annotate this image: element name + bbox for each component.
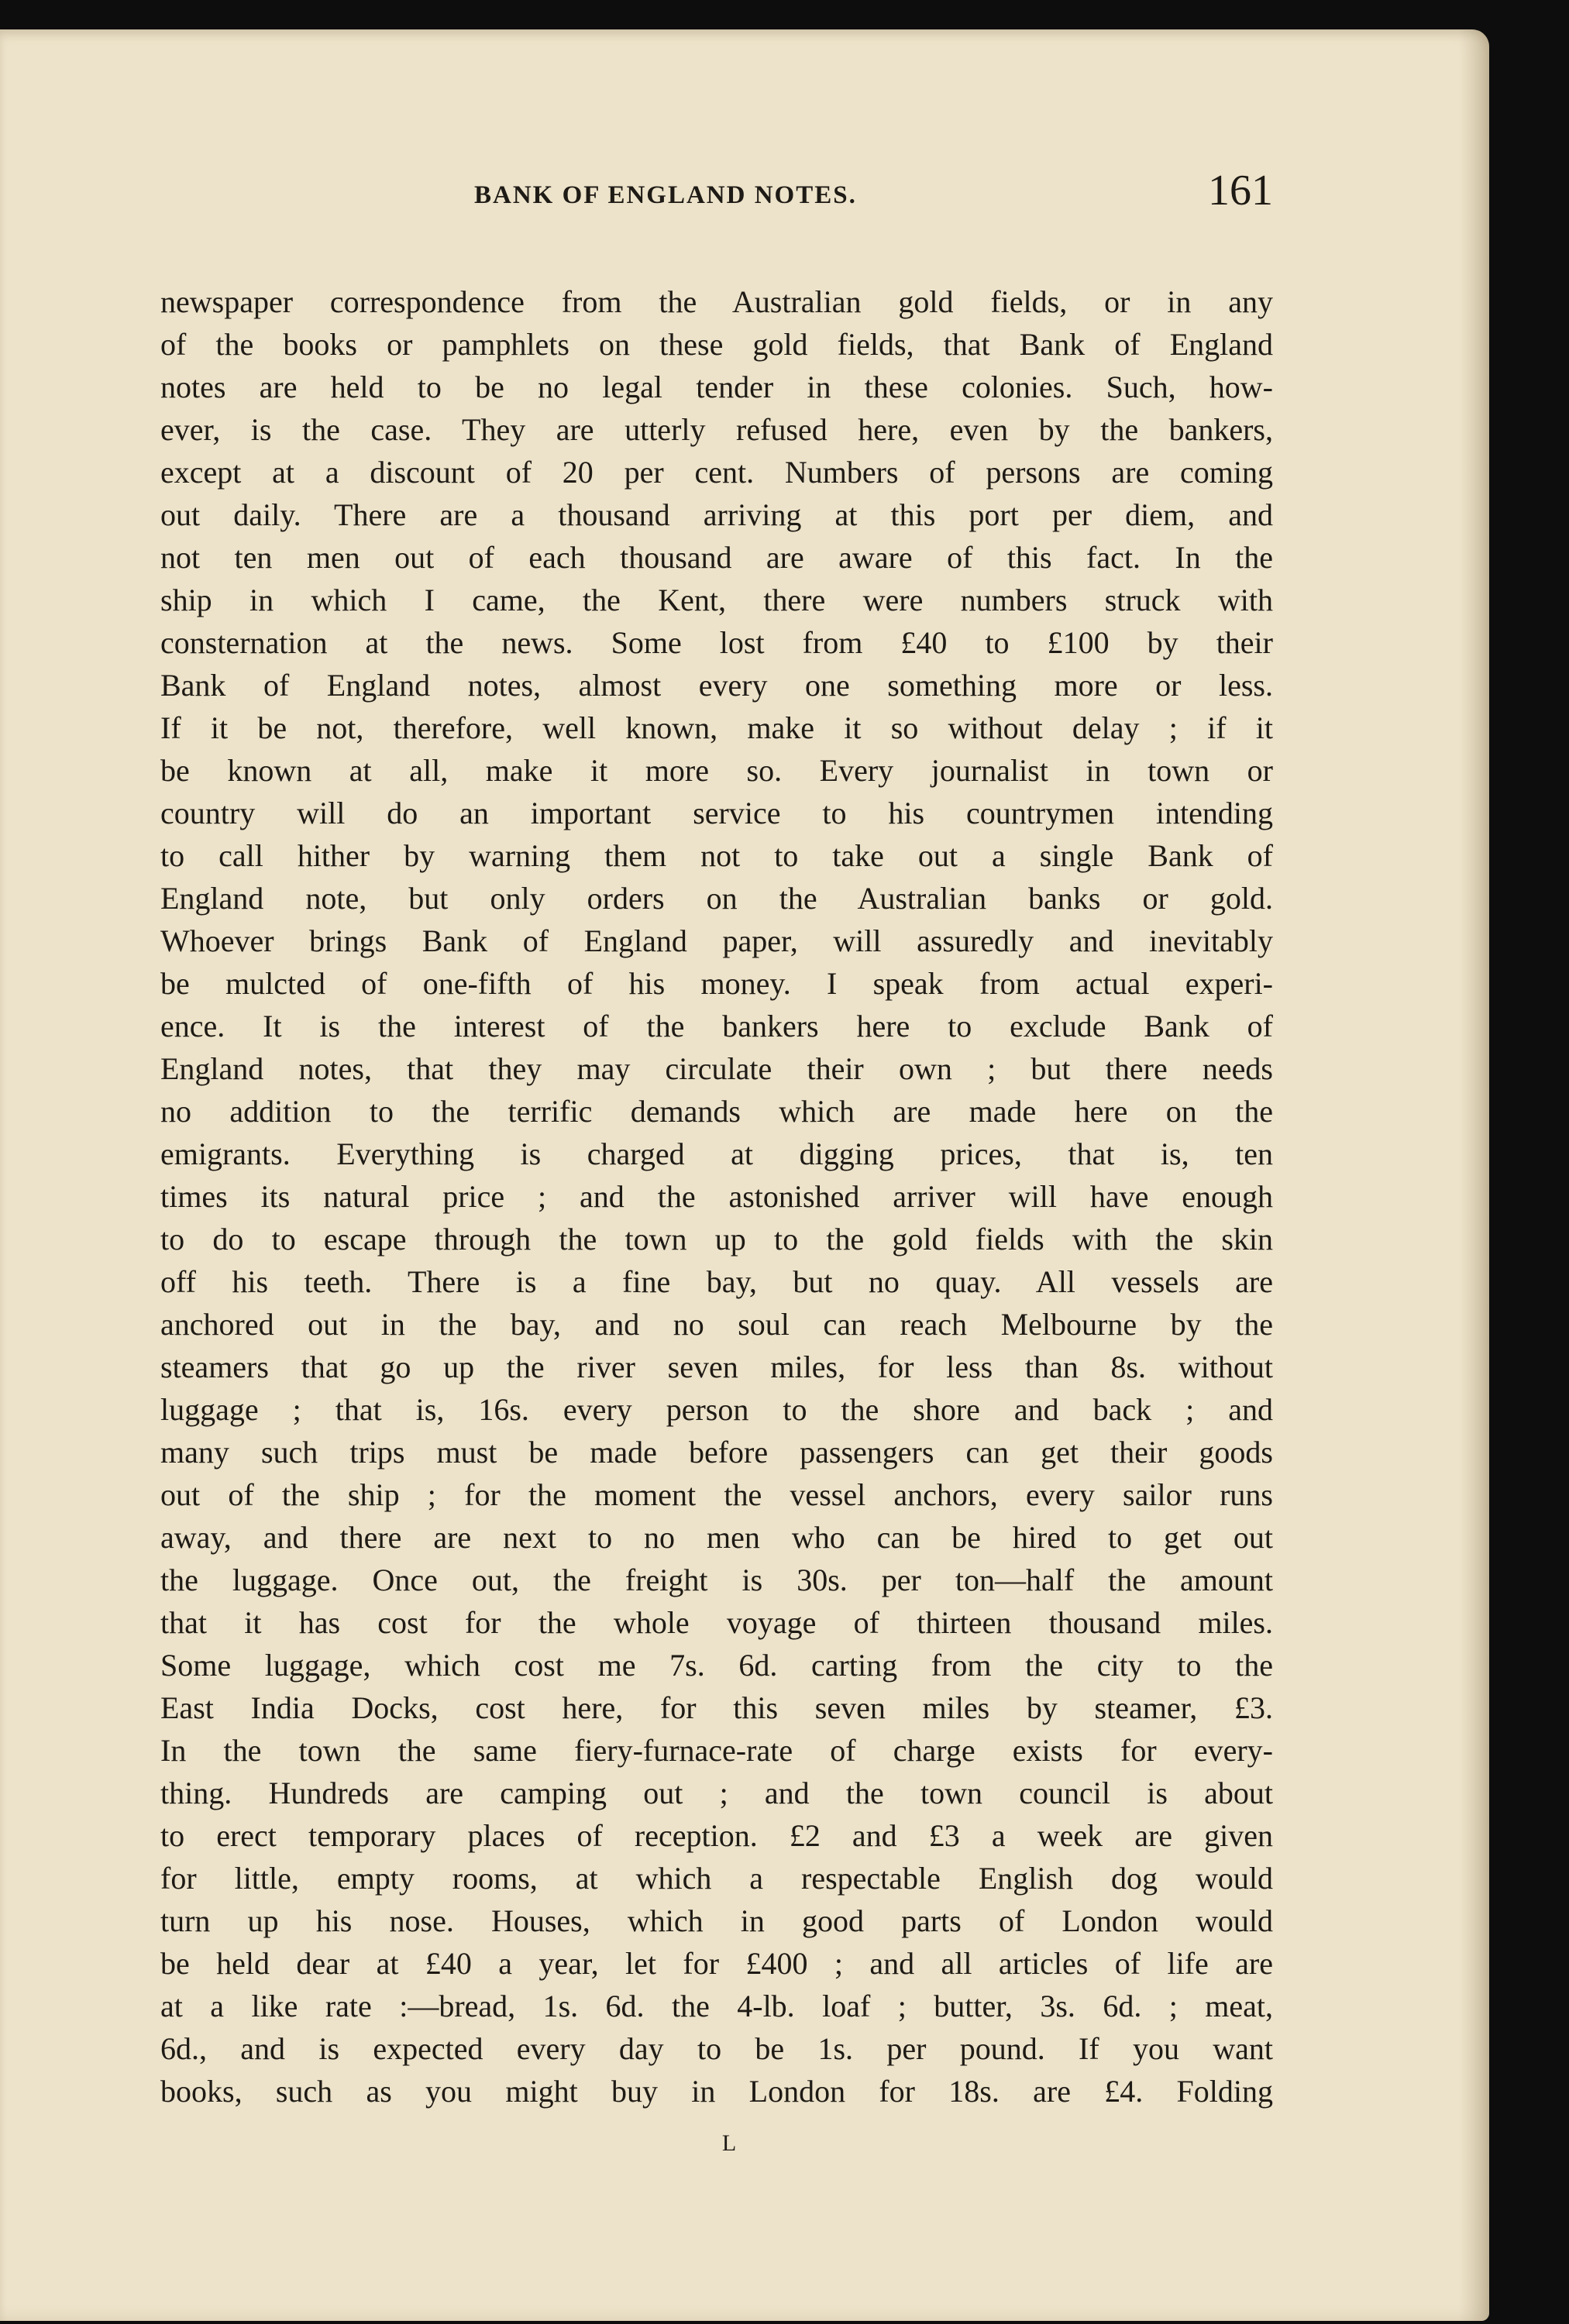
text-line: except at a discount of 20 per cent. Numbers of persons are coming (160, 455, 1273, 490)
text-line: of the books or pamphlets on these gold fields, that Bank of England (160, 327, 1273, 362)
text-line: the luggage. Once out, the freight is 30s. per ton—half the amount (160, 1563, 1273, 1597)
text-line: times its natural price ; and the astonished arriver will have enough (160, 1179, 1273, 1214)
text-line: not ten men out of each thousand are aware of this fact. In the (160, 540, 1273, 575)
text-line: no addition to the terrific demands which are made here on the (160, 1094, 1273, 1129)
text-line: ence. It is the interest of the bankers here to exclude Bank of (160, 1009, 1273, 1043)
text-line: turn up his nose. Houses, which in good parts of London would (160, 1903, 1273, 1938)
text-line: newspaper correspondence from the Australian gold fields, or in any (160, 284, 1273, 319)
running-head (160, 160, 1273, 222)
text-line: ever, is the case. They are utterly refused here, even by the bankers, (160, 412, 1273, 447)
text-line: books, such as you might buy in London for 18s. are £4. Folding (160, 2074, 1273, 2109)
book-page (0, 29, 1489, 2321)
text-line: Some luggage, which cost me 7s. 6d. carting from the city to the (160, 1648, 1273, 1683)
page-number: 161 (1208, 167, 1273, 215)
text-line: be known at all, make it more so. Every journalist in town or (160, 753, 1273, 788)
text-line: many such trips must be made before passengers can get their goods (160, 1435, 1273, 1470)
text-line: emigrants. Everything is charged at digging prices, that is, ten (160, 1136, 1273, 1171)
text-line: be mulcted of one-fifth of his money. I speak from actual experi- (160, 966, 1273, 1001)
text-line: luggage ; that is, 16s. every person to the shore and back ; and (160, 1392, 1273, 1427)
signature-letter: L (721, 2130, 737, 2156)
text-line: England note, but only orders on the Australian banks or gold. (160, 881, 1273, 916)
text-line: notes are held to be no legal tender in these colonies. Such, how- (160, 370, 1273, 404)
running-title: BANK OF ENGLAND NOTES. (474, 181, 857, 209)
text-line: country will do an important service to his countrymen intending (160, 796, 1273, 830)
text-line: anchored out in the bay, and no soul can reach Melbourne by the (160, 1307, 1273, 1342)
text-line: thing. Hundreds are camping out ; and the town council is about (160, 1776, 1273, 1810)
signature-mark (0, 2130, 1489, 2157)
text-line: Whoever brings Bank of England paper, will assuredly and inevitably (160, 923, 1273, 958)
text-line: for little, empty rooms, at which a respectable English dog would (160, 1861, 1273, 1896)
text-line: to erect temporary places of reception. £2 and £3 a week are given (160, 1818, 1273, 1853)
text-line: to do to escape through the town up to the gold fields with the skin (160, 1222, 1273, 1257)
text-line: ship in which I came, the Kent, there were numbers struck with (160, 583, 1273, 617)
text-line: out of the ship ; for the moment the vessel anchors, every sailor runs (160, 1477, 1273, 1512)
text-line: In the town the same fiery-furnace-rate of charge exists for every- (160, 1733, 1273, 1768)
text-line: East India Docks, cost here, for this seven miles by steamer, £3. (160, 1690, 1273, 1725)
text-line: be held dear at £40 a year, let for £400 ; and all articles of life are (160, 1946, 1273, 1981)
text-line: consternation at the news. Some lost from £40 to £100 by their (160, 625, 1273, 660)
body-text (160, 280, 1273, 2113)
text-line: away, and there are next to no men who can be hired to get out (160, 1520, 1273, 1555)
text-line: 6d., and is expected every day to be 1s. per pound. If you want (160, 2031, 1273, 2066)
text-line: to call hither by warning them not to take out a single Bank of (160, 838, 1273, 873)
text-line: England notes, that they may circulate their own ; but there needs (160, 1051, 1273, 1086)
text-line: steamers that go up the river seven miles, for less than 8s. without (160, 1349, 1273, 1384)
text-line: Bank of England notes, almost every one something more or less. (160, 668, 1273, 703)
text-line: at a like rate :—bread, 1s. 6d. the 4-lb. loaf ; butter, 3s. 6d. ; meat, (160, 1989, 1273, 2023)
text-line: that it has cost for the whole voyage of thirteen thousand miles. (160, 1605, 1273, 1640)
text-line: If it be not, therefore, well known, make it so without delay ; if it (160, 710, 1273, 745)
text-line: out daily. There are a thousand arriving at this port per diem, and (160, 497, 1273, 532)
text-line: off his teeth. There is a fine bay, but no quay. All vessels are (160, 1264, 1273, 1299)
